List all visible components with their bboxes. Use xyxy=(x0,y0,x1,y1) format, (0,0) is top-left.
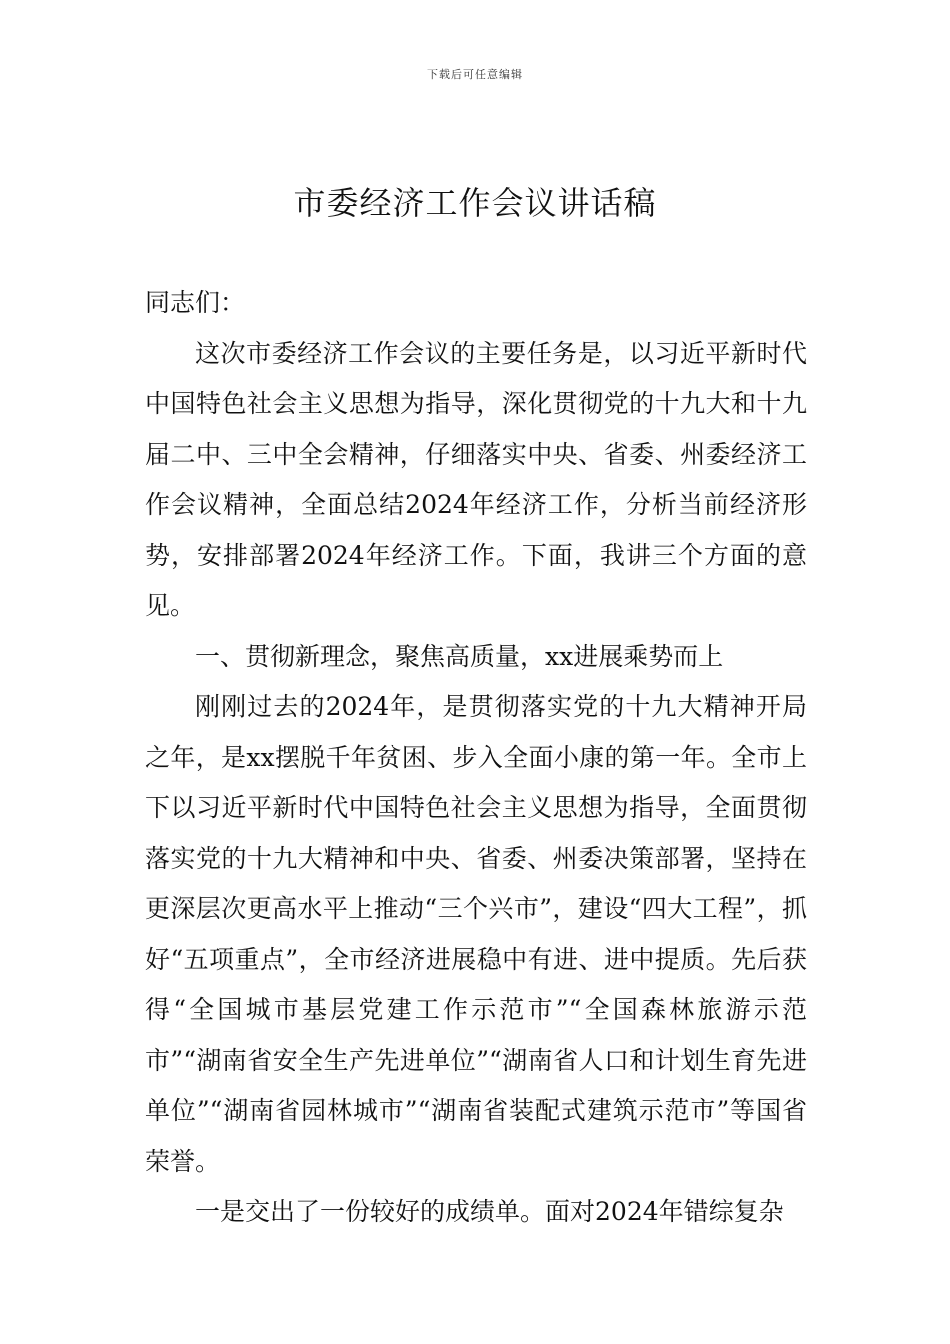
section-heading-1: 一、贯彻新理念，聚焦高质量，xx进展乘势而上 xyxy=(195,641,724,671)
header-note: 下载后可任意编辑 xyxy=(427,68,523,81)
salutation: 同志们： xyxy=(145,288,246,317)
paragraph-intro: 这次市委经济工作会议的主要任务是，以习近平新时代中国特色社会主义思想为指导，深化贯彻党的十九大和十九届二中、三中全会精神，仔细落实中央、省委、州委经济工作会议精神，全面总结2024年经济工作，分析当前经济形势，安排部署2024年经济工作。下面，我讲三个方面的意见。 xyxy=(145,338,807,620)
paragraph-achievements: 一是交出了一份较好的成绩单。面对2024年错综复杂 xyxy=(195,1197,784,1226)
paragraph-review: 刚刚过去的2024年，是贯彻落实党的十九大精神开局之年，是xx摆脱千年贫困、步入全面小康的第一年。全市上下以习近平新时代中国特色社会主义思想为指导，全面贯彻落实党的十九大精神和中央、省委、州委决策部署，坚持在更深层次更高水平上推动“三个兴市”，建设“四大工程”，抓好“五项重点”，全市经济进展稳中有进、进中提质。先后获得“全国城市基层党建工作示范市”“全国森林旅游示范市”“湖南省安全生产先进单位”“湖南省人口和计划生育先进单位”“湖南省园林城市”“湖南省装配式建筑示范市”等国省荣誉。 xyxy=(145,692,807,1176)
document-body xyxy=(145,278,807,1238)
document-title: 市委经济工作会议讲话稿 xyxy=(293,184,657,222)
